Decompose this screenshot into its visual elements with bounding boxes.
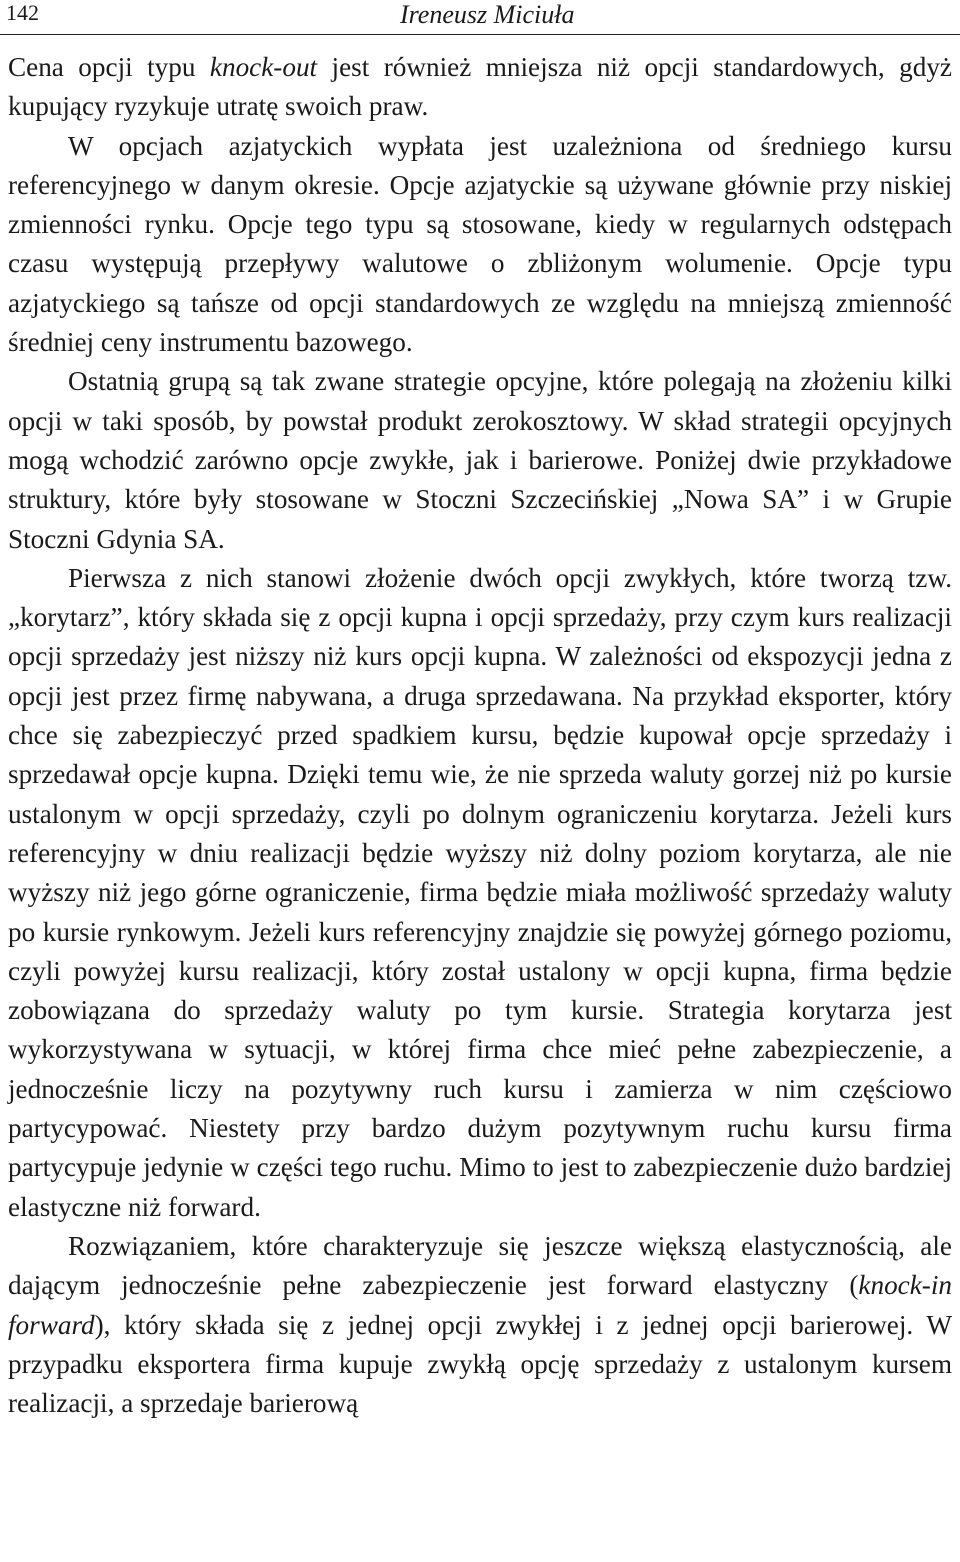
- paragraph-knock-out: [8, 48, 952, 127]
- text-run: Rozwiązaniem, które charakteryzuje się jeszcze większą elastycznością, ale dającym jednocześnie pełne zabezpieczenie jest forward elastyczny (: [8, 1230, 952, 1301]
- paragraph-asian-options: [8, 127, 952, 363]
- text-run: Ostatnią grupą są tak zwane strategie opcyjne, które polegają na złożeniu kilki opcji w taki sposób, by powstał produkt zerokosztowy. W skład strategii opcyjnych mogą wchodzić zarówno opcje zwykłe, jak i barierowe. Poniżej dwie przykładowe struktury, które były stosowane w Stoczni Szczecińskiej „Nowa SA” i w Grupie Stoczni Gdynia SA.: [8, 366, 952, 554]
- text-run: Cena opcji typu: [8, 52, 210, 82]
- page-header: [0, 0, 960, 35]
- paragraph-option-strategies: [8, 362, 952, 558]
- running-head-author: Ireneusz Miciuła: [400, 0, 575, 29]
- text-run: ), który składa się z jednej opcji zwykłej i z jednej opcji barierowej. W przypadku eksportera firma kupuje zwykłą opcję sprzedaży z ustalonym kursem realizacji, a sprzedaje barierową: [8, 1309, 952, 1419]
- text-run: Pierwsza z nich stanowi złożenie dwóch opcji zwykłych, które tworzą tzw. „korytarz”, który składa się z opcji kupna i opcji sprzedaży, przy czym kurs realizacji opcji sprzedaży jest niższy niż kurs opcji kupna. W zależności od ekspozycji jedna z opcji jest przez firmę nabywana, a druga sprzedawana. Na przykład eksporter, który chce się zabezpieczyć przed spadkiem kursu, będzie kupował opcje sprzedaży i sprzedawał opcje kupna. Dzięki temu wie, że nie sprzeda waluty gorzej niż po kursie ustalonym w opcji sprzedaży, czyli po dolnym ograniczeniu korytarza. Jeżeli kurs referencyjny w dniu realizacji będzie wyższy niż dolny poziom korytarza, ale nie wyższy niż jego górne ograniczenie, firma będzie miała możliwość sprzedaży waluty po kursie rynkowym. Jeżeli kurs referencyjny znajdzie się powyżej górnego poziomu, czyli powyżej kursu realizacji, który został ustalony w opcji kupna, firma będzie zobowiązana do sprzedaży waluty po tym kursie. Strategia korytarza jest wykorzystywana w sytuacji, w której firma chce mieć pełne zabezpieczenie, a jednocześnie liczy na pozytywny ruch kursu i zamierza w nim częściowo partycypować. Niestety przy bardzo dużym pozytywnym ruchu kursu firma partycypuje jedynie w części tego ruchu. Mimo to jest to zabezpieczenie dużo bardziej elastyczne niż forward.: [8, 562, 952, 1222]
- page-number: 142: [6, 0, 39, 25]
- paragraph-corridor: [8, 559, 952, 1227]
- text-run: W opcjach azjatyckich wypłata jest uzależniona od średniego kursu referencyjnego w danym okresie. Opcje azjatyckie są używane głównie przy niskiej zmienności rynku. Opcje tego typu są stosowane, kiedy w regularnych odstępach czasu występują przepływy walutowe o zbliżonym wolumenie. Opcje typu azjatyckiego są tańsze od opcji standardowych ze względu na mniejszą zmienność średniej ceny instrumentu bazowego.: [8, 130, 952, 358]
- italic-term: knock-in forward: [8, 1270, 952, 1340]
- text-run: jest również mniejsza niż opcji standardowych, gdyż kupujący ryzykuje utratę swoich praw.: [8, 52, 952, 122]
- body-text: [8, 48, 952, 1423]
- paragraph-knock-in-forward: [8, 1227, 952, 1423]
- italic-term: knock-out: [209, 52, 318, 82]
